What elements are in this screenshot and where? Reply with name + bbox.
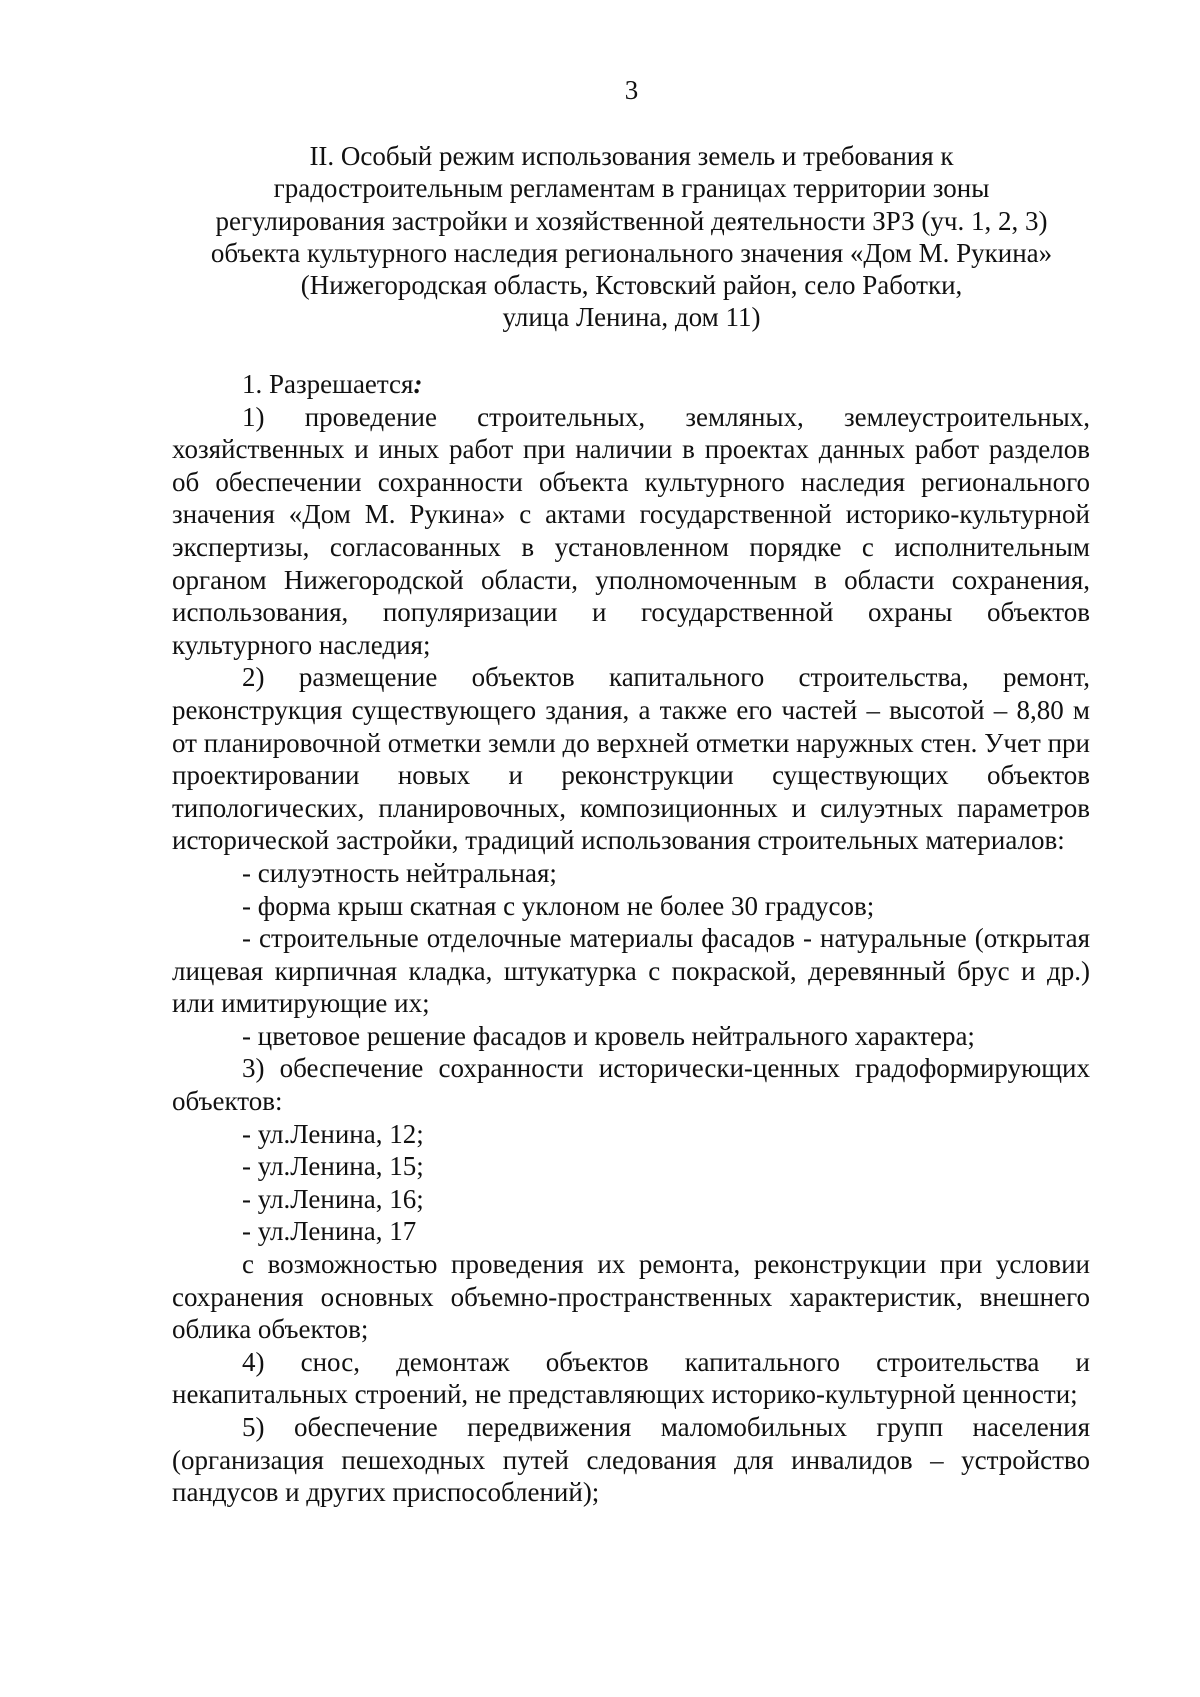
bullet-item: - силуэтность нейтральная; xyxy=(242,857,557,888)
section-title xyxy=(170,140,1093,334)
paragraph-item-4: 4) снос, демонтаж объектов капитального строительства и некапитальных строений, не представляющих историко-культурной ценности; xyxy=(172,1346,1090,1410)
document-body xyxy=(172,368,1090,1509)
clause-heading xyxy=(172,368,1090,401)
title-line: улица Ленина, дом 11) xyxy=(502,302,761,333)
address-item: - ул.Ленина, 16; xyxy=(242,1183,424,1214)
title-line: II. Особый режим использования земель и требования к xyxy=(309,141,954,171)
title-line: градостроительным регламентам в границах территории зоны xyxy=(273,173,990,204)
address-item: - ул.Ленина, 17 xyxy=(242,1216,417,1247)
title-line: объекта культурного наследия регионального значения «Дом М. Рукина» xyxy=(210,237,1053,268)
bullet-item: - цветовое решение фасадов и кровель нейтрального характера; xyxy=(242,1020,975,1051)
address-item: - ул.Ленина, 12; xyxy=(242,1118,424,1149)
page-number: 3 xyxy=(624,75,639,105)
paragraph-item-3-continuation: с возможностью проведения их ремонта, реконструкции при условии сохранения основных объемно-пространственных характеристик, внешнего облика объектов; xyxy=(172,1249,1090,1345)
clause-heading-text: 1. Разрешается xyxy=(242,369,414,399)
clause-heading-colon: : xyxy=(413,369,423,399)
paragraph-item-3: 3) обеспечение сохранности исторически-ценных градоформирующих объектов: xyxy=(172,1053,1090,1117)
bullet-item: - строительные отделочные материалы фасадов - натуральные (открытая лицевая кирпичная кладка, штукатурка с покраской, деревянный брус и др.) или имитирующие их; xyxy=(172,923,1090,1019)
paragraph-item-1: 1) проведение строительных, земляных, землеустроительных, хозяйственных и иных работ при наличии в проектах данных работ разделов об обеспечении сохранности объекта культурного наследия регионального значения «Дом М. Рукина» с актами государственной историко-культурной экспертизы, согласованных в установленном порядке с исполнительным органом Нижегородской области, уполномоченным в области сохранения, использования, популяризации и государственной охраны объектов культурного наследия; xyxy=(172,401,1090,660)
title-line: (Нижегородская область, Кстовский район, село Работки, xyxy=(300,270,963,301)
address-item: - ул.Ленина, 15; xyxy=(242,1151,424,1182)
paragraph-item-2: 2) размещение объектов капитального строительства, ремонт, реконструкция существующего здания, а также его частей – высотой – 8,80 м от планировочной отметки земли до верхней отметки наружных стен. Учет при проектировании новых и реконструкции существующих объектов типологических, планировочных, композиционных и силуэтных параметров исторической застройки, традиций использования строительных материалов: xyxy=(172,662,1090,856)
bullet-item: - форма крыш скатная с уклоном не более 30 градусов; xyxy=(242,890,875,921)
paragraph-item-5: 5) обеспечение передвижения маломобильных групп населения (организация пешеходных путей следования для инвалидов – устройство пандусов и других приспособлений); xyxy=(172,1412,1090,1508)
title-line: регулирования застройки и хозяйственной деятельности ЗРЗ (уч. 1, 2, 3) xyxy=(215,205,1048,236)
